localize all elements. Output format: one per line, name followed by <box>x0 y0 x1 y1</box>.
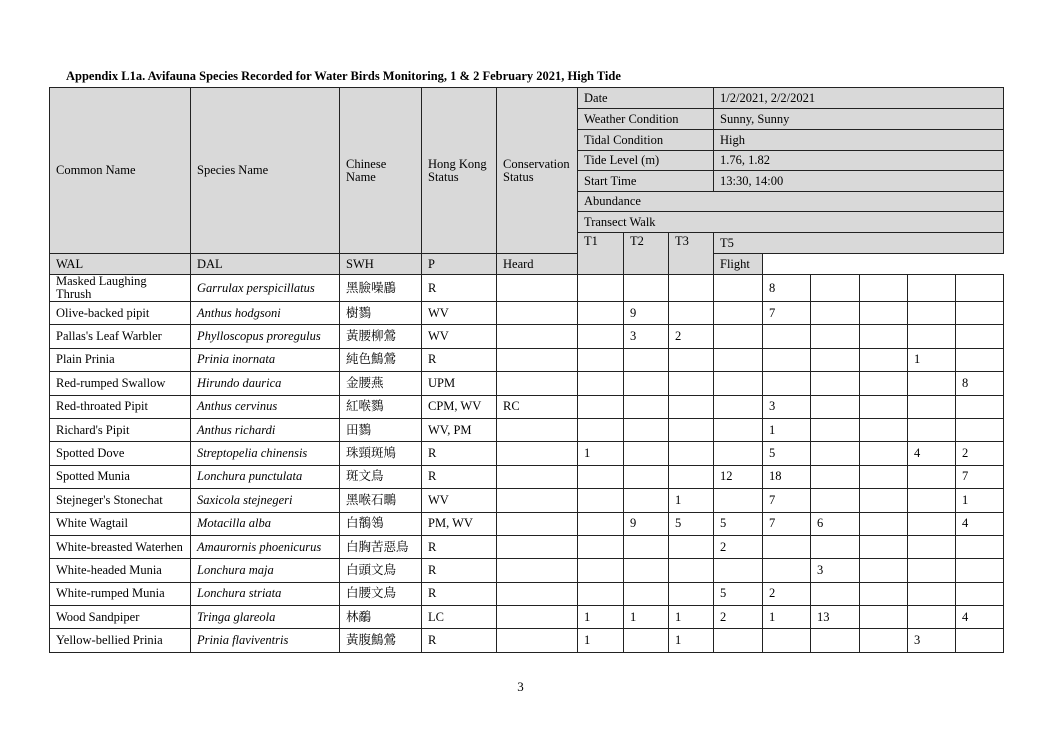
count-cell <box>860 629 908 652</box>
count-cell: 3 <box>763 395 811 418</box>
meta-label-tide-level: Tide Level (m) <box>578 151 714 171</box>
common-name-cell: Yellow-bellied Prinia <box>50 629 191 652</box>
count-cell: 7 <box>763 512 811 535</box>
count-cell <box>624 582 669 605</box>
count-cell <box>624 465 669 488</box>
count-cell <box>763 348 811 371</box>
meta-label-weather: Weather Condition <box>578 109 714 130</box>
count-cell: 5 <box>763 442 811 465</box>
species-name-cell: Phylloscopus proregulus <box>191 325 340 348</box>
chinese-name-cell: 黑喉石䳭 <box>340 489 422 512</box>
common-name-cell: Red-rumped Swallow <box>50 372 191 395</box>
conservation-status-cell <box>497 275 578 302</box>
table-row <box>50 302 1004 325</box>
count-cell <box>956 302 1004 325</box>
count-cell <box>908 582 956 605</box>
chinese-name-cell: 白胸苦惡鳥 <box>340 535 422 558</box>
subcol-swh: SWH <box>340 254 422 275</box>
count-cell: 1 <box>624 606 669 629</box>
page-number: 3 <box>517 679 524 694</box>
table-row <box>50 275 1004 302</box>
count-cell <box>908 559 956 582</box>
count-cell <box>714 418 763 441</box>
count-cell <box>578 275 624 302</box>
species-name-cell: Prinia inornata <box>191 348 340 371</box>
chinese-name-cell: 黑臉噪鶥 <box>340 275 422 302</box>
count-cell: 1 <box>763 606 811 629</box>
chinese-name-cell: 白鶺鴒 <box>340 512 422 535</box>
count-cell: 1 <box>578 606 624 629</box>
count-cell <box>669 465 714 488</box>
count-cell <box>578 535 624 558</box>
chinese-name-cell: 白頭文鳥 <box>340 559 422 582</box>
hk-status-cell: R <box>422 582 497 605</box>
hk-status-cell: PM, WV <box>422 512 497 535</box>
species-table <box>49 87 1004 653</box>
count-cell: 8 <box>763 275 811 302</box>
hk-status-cell: R <box>422 535 497 558</box>
count-cell <box>860 418 908 441</box>
meta-value-tide-level: 1.76, 1.82 <box>714 151 1004 171</box>
count-cell <box>624 418 669 441</box>
count-cell: 4 <box>956 512 1004 535</box>
count-cell: 6 <box>811 512 860 535</box>
table-row <box>50 559 1004 582</box>
count-cell <box>763 535 811 558</box>
common-name-cell: Spotted Dove <box>50 442 191 465</box>
count-cell <box>763 325 811 348</box>
chinese-name-cell: 金腰燕 <box>340 372 422 395</box>
count-cell <box>714 275 763 302</box>
conservation-status-cell <box>497 489 578 512</box>
table-row <box>50 582 1004 605</box>
common-name-cell: Pallas's Leaf Warbler <box>50 325 191 348</box>
count-cell <box>578 559 624 582</box>
count-cell: 8 <box>956 372 1004 395</box>
count-cell <box>908 275 956 302</box>
chinese-name-cell: 樹鷚 <box>340 302 422 325</box>
count-cell <box>860 372 908 395</box>
chinese-name-cell: 田鷚 <box>340 418 422 441</box>
species-name-cell: Prinia flaviventris <box>191 629 340 652</box>
count-cell <box>860 512 908 535</box>
subcol-p: P <box>422 254 497 275</box>
conservation-status-cell <box>497 512 578 535</box>
count-cell: 5 <box>669 512 714 535</box>
table-row <box>50 512 1004 535</box>
count-cell <box>624 442 669 465</box>
count-cell <box>860 348 908 371</box>
count-cell <box>624 275 669 302</box>
count-cell: 9 <box>624 512 669 535</box>
count-cell: 1 <box>669 489 714 512</box>
hk-status-cell: UPM <box>422 372 497 395</box>
species-name-cell: Amaurornis phoenicurus <box>191 535 340 558</box>
conservation-status-cell <box>497 325 578 348</box>
count-cell <box>714 559 763 582</box>
count-cell <box>714 395 763 418</box>
species-name-cell: Anthus richardi <box>191 418 340 441</box>
count-cell <box>908 489 956 512</box>
count-cell <box>908 325 956 348</box>
common-name-cell: Wood Sandpiper <box>50 606 191 629</box>
common-name-cell: Olive-backed pipit <box>50 302 191 325</box>
count-cell: 1 <box>956 489 1004 512</box>
count-cell <box>811 348 860 371</box>
count-cell <box>669 275 714 302</box>
count-cell <box>860 465 908 488</box>
table-row <box>50 465 1004 488</box>
conservation-status-cell: RC <box>497 395 578 418</box>
common-name-cell: Red-throated Pipit <box>50 395 191 418</box>
count-cell <box>714 302 763 325</box>
count-cell <box>669 395 714 418</box>
subcol-heard: Heard <box>497 254 578 275</box>
count-cell <box>669 372 714 395</box>
hk-status-cell: WV, PM <box>422 418 497 441</box>
meta-value-tidal: High <box>714 130 1004 151</box>
count-cell: 2 <box>763 582 811 605</box>
table-row <box>50 395 1004 418</box>
count-cell <box>624 535 669 558</box>
count-cell: 5 <box>714 512 763 535</box>
common-name-cell: Stejneger's Stonechat <box>50 489 191 512</box>
count-cell <box>669 582 714 605</box>
count-cell <box>860 442 908 465</box>
conservation-status-cell <box>497 418 578 441</box>
count-cell: 12 <box>714 465 763 488</box>
chinese-name-cell: 黃腰柳鶯 <box>340 325 422 348</box>
count-cell <box>578 465 624 488</box>
count-cell: 1 <box>669 606 714 629</box>
count-cell <box>811 465 860 488</box>
meta-value-start-time: 13:30, 14:00 <box>714 171 1004 192</box>
count-cell: 1 <box>763 418 811 441</box>
count-cell <box>714 372 763 395</box>
conservation-status-cell <box>497 629 578 652</box>
hk-status-cell: CPM, WV <box>422 395 497 418</box>
count-cell <box>860 325 908 348</box>
count-cell: 1 <box>578 442 624 465</box>
count-cell <box>763 559 811 582</box>
chinese-name-cell: 林鷸 <box>340 606 422 629</box>
count-cell <box>624 629 669 652</box>
count-cell: 13 <box>811 606 860 629</box>
count-cell <box>714 629 763 652</box>
transect-walk-header: Transect Walk <box>578 212 1004 233</box>
count-cell <box>956 325 1004 348</box>
count-cell <box>908 372 956 395</box>
table-title: Appendix L1a. Avifauna Species Recorded for Water Birds Monitoring, 1 & 2 February 2021, High Tide <box>66 69 621 83</box>
conservation-status-cell <box>497 582 578 605</box>
count-cell <box>811 629 860 652</box>
count-cell <box>956 582 1004 605</box>
count-cell: 1 <box>669 629 714 652</box>
chinese-name-cell: 純色鷦鶯 <box>340 348 422 371</box>
hk-status-cell: WV <box>422 489 497 512</box>
count-cell: 7 <box>763 489 811 512</box>
count-cell <box>714 325 763 348</box>
subcol-dal: DAL <box>191 254 340 275</box>
table-row <box>50 418 1004 441</box>
count-cell: 3 <box>811 559 860 582</box>
count-cell: 2 <box>714 606 763 629</box>
table-row <box>50 606 1004 629</box>
count-cell <box>578 348 624 371</box>
conservation-status-cell <box>497 372 578 395</box>
header-chinese-name: Chinese Name <box>340 88 422 254</box>
common-name-cell: White-headed Munia <box>50 559 191 582</box>
count-cell <box>908 465 956 488</box>
conservation-status-cell <box>497 535 578 558</box>
chinese-name-cell: 珠頸斑鳩 <box>340 442 422 465</box>
hk-status-cell: R <box>422 559 497 582</box>
header-common-name: Common Name <box>50 88 191 254</box>
transect-t1-header: T1 <box>578 233 624 275</box>
count-cell <box>669 302 714 325</box>
common-name-cell: Masked Laughing Thrush <box>50 275 191 302</box>
count-cell <box>811 489 860 512</box>
count-cell: 1 <box>578 629 624 652</box>
count-cell <box>811 582 860 605</box>
meta-value-date: 1/2/2021, 2/2/2021 <box>714 88 1004 109</box>
common-name-cell: White Wagtail <box>50 512 191 535</box>
common-name-cell: White-rumped Munia <box>50 582 191 605</box>
count-cell <box>811 302 860 325</box>
count-cell <box>860 302 908 325</box>
count-cell <box>624 489 669 512</box>
count-cell: 3 <box>624 325 669 348</box>
count-cell: 4 <box>908 442 956 465</box>
table-row <box>50 442 1004 465</box>
table-row <box>50 629 1004 652</box>
count-cell <box>714 442 763 465</box>
count-cell: 2 <box>714 535 763 558</box>
hk-status-cell: WV <box>422 302 497 325</box>
count-cell <box>860 395 908 418</box>
count-cell <box>714 348 763 371</box>
count-cell <box>908 606 956 629</box>
conservation-status-cell <box>497 302 578 325</box>
count-cell <box>669 418 714 441</box>
abundance-header: Abundance <box>578 192 1004 212</box>
count-cell <box>956 559 1004 582</box>
conservation-status-cell <box>497 465 578 488</box>
count-cell <box>578 325 624 348</box>
meta-label-tidal: Tidal Condition <box>578 130 714 151</box>
hk-status-cell: R <box>422 465 497 488</box>
count-cell <box>578 372 624 395</box>
table-row <box>50 372 1004 395</box>
table-row <box>50 489 1004 512</box>
header-hk-status: Hong Kong Status <box>422 88 497 254</box>
hk-status-cell: WV <box>422 325 497 348</box>
species-name-cell: Hirundo daurica <box>191 372 340 395</box>
transect-t2-header: T2 <box>624 233 669 275</box>
count-cell <box>860 489 908 512</box>
common-name-cell: Richard's Pipit <box>50 418 191 441</box>
count-cell: 7 <box>956 465 1004 488</box>
table-row <box>50 325 1004 348</box>
count-cell <box>860 535 908 558</box>
count-cell <box>624 559 669 582</box>
common-name-cell: White-breasted Waterhen <box>50 535 191 558</box>
hk-status-cell: LC <box>422 606 497 629</box>
chinese-name-cell: 紅喉鷚 <box>340 395 422 418</box>
count-cell <box>956 535 1004 558</box>
count-cell <box>956 348 1004 371</box>
count-cell <box>763 629 811 652</box>
count-cell: 4 <box>956 606 1004 629</box>
count-cell <box>624 348 669 371</box>
count-cell <box>811 325 860 348</box>
count-cell <box>669 348 714 371</box>
count-cell <box>908 512 956 535</box>
count-cell <box>811 442 860 465</box>
count-cell <box>763 372 811 395</box>
species-name-cell: Anthus hodgsoni <box>191 302 340 325</box>
hk-status-cell: R <box>422 629 497 652</box>
table-row <box>50 535 1004 558</box>
conservation-status-cell <box>497 348 578 371</box>
count-cell <box>860 606 908 629</box>
count-cell <box>578 512 624 535</box>
count-cell <box>669 442 714 465</box>
chinese-name-cell: 黃腹鷦鶯 <box>340 629 422 652</box>
meta-value-weather: Sunny, Sunny <box>714 109 1004 130</box>
count-cell <box>811 372 860 395</box>
common-name-cell: Spotted Munia <box>50 465 191 488</box>
count-cell <box>956 395 1004 418</box>
hk-status-cell: R <box>422 275 497 302</box>
conservation-status-cell <box>497 606 578 629</box>
count-cell <box>811 275 860 302</box>
count-cell <box>578 489 624 512</box>
chinese-name-cell: 斑文鳥 <box>340 465 422 488</box>
count-cell <box>860 559 908 582</box>
chinese-name-cell: 白腰文鳥 <box>340 582 422 605</box>
species-name-cell: Tringa glareola <box>191 606 340 629</box>
count-cell <box>908 302 956 325</box>
count-cell: 9 <box>624 302 669 325</box>
hk-status-cell: R <box>422 348 497 371</box>
count-cell <box>908 395 956 418</box>
count-cell <box>956 418 1004 441</box>
species-name-cell: Anthus cervinus <box>191 395 340 418</box>
count-cell: 5 <box>714 582 763 605</box>
count-cell <box>669 535 714 558</box>
count-cell <box>669 559 714 582</box>
count-cell: 18 <box>763 465 811 488</box>
transect-t3-header: T3 <box>669 233 714 275</box>
count-cell <box>860 582 908 605</box>
count-cell: 2 <box>669 325 714 348</box>
count-cell <box>811 418 860 441</box>
species-name-cell: Lonchura punctulata <box>191 465 340 488</box>
meta-label-date: Date <box>578 88 714 109</box>
subcol-flight: Flight <box>714 254 763 275</box>
count-cell <box>908 418 956 441</box>
count-cell <box>811 535 860 558</box>
count-cell: 7 <box>763 302 811 325</box>
common-name-cell: Plain Prinia <box>50 348 191 371</box>
species-name-cell: Lonchura striata <box>191 582 340 605</box>
hk-status-cell: R <box>422 442 497 465</box>
table-body <box>50 88 1004 653</box>
count-cell: 1 <box>908 348 956 371</box>
conservation-status-cell <box>497 442 578 465</box>
count-cell <box>624 395 669 418</box>
count-cell <box>578 418 624 441</box>
table-row <box>50 348 1004 371</box>
species-name-cell: Motacilla alba <box>191 512 340 535</box>
species-name-cell: Saxicola stejnegeri <box>191 489 340 512</box>
count-cell <box>956 275 1004 302</box>
header-conservation-status: Conservation Status <box>497 88 578 254</box>
count-cell <box>578 582 624 605</box>
count-cell <box>956 629 1004 652</box>
count-cell: 3 <box>908 629 956 652</box>
count-cell <box>860 275 908 302</box>
transect-t5-header: T5 <box>714 233 1004 254</box>
count-cell <box>578 302 624 325</box>
species-name-cell: Streptopelia chinensis <box>191 442 340 465</box>
conservation-status-cell <box>497 559 578 582</box>
count-cell <box>811 395 860 418</box>
count-cell <box>578 395 624 418</box>
subcol-wal: WAL <box>50 254 191 275</box>
count-cell <box>908 535 956 558</box>
count-cell: 2 <box>956 442 1004 465</box>
header-species-name: Species Name <box>191 88 340 254</box>
count-cell <box>714 489 763 512</box>
species-name-cell: Garrulax perspicillatus <box>191 275 340 302</box>
meta-label-start-time: Start Time <box>578 171 714 192</box>
species-name-cell: Lonchura maja <box>191 559 340 582</box>
count-cell <box>624 372 669 395</box>
